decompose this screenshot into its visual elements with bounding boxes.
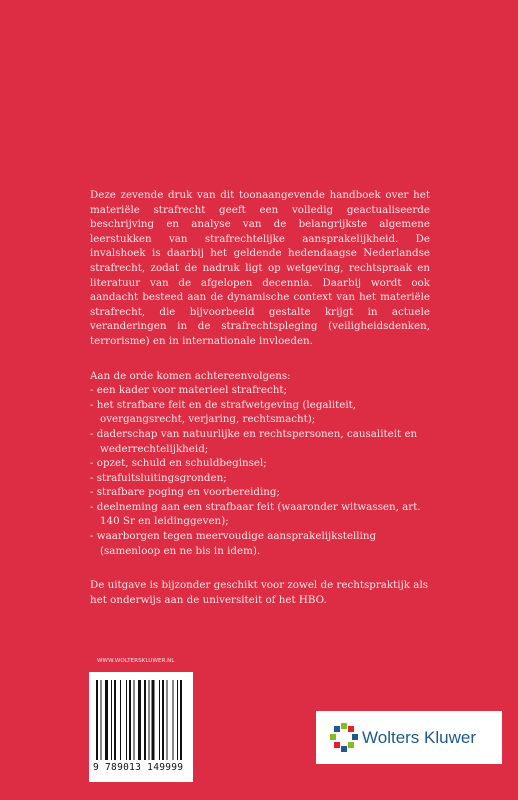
list-item: - strafbare poging en voorbereiding;	[90, 485, 430, 500]
list-item: - daderschap van natuurlijke en rechtspersonen, causaliteit en wederrechtelijkheid;	[90, 427, 430, 456]
list-item: - opzet, schuld en schuldbeginsel;	[90, 456, 430, 471]
list-item: - het strafbare feit en de strafwetgeving (legaliteit, overgangsrecht, verjaring, rechtsmacht);	[90, 398, 430, 427]
barcode	[89, 672, 193, 782]
closing-paragraph: De uitgave is bijzonder geschikt voor zowel de rechtspraktijk als het onderwijs aan de universiteit of het HBO.	[90, 579, 429, 606]
isbn-number: 9 789013 149999	[93, 762, 184, 773]
list-item: - waarborgen tegen meervoudige aansprakelijkstelling (samenloop en ne bis in idem).	[90, 529, 430, 558]
list-item: - strafuitsluitingsgronden;	[90, 471, 430, 486]
blurb	[90, 188, 430, 607]
wolters-kluwer-logo-icon	[330, 723, 358, 753]
intro-paragraph: Deze zevende druk van dit toonaangevende handboek over het materiële strafrecht geeft een volledig geactualiseerde beschrijving en analyse van de belangrijkste algemene leerstukken van strafrechtelijke aansprakelijkheid. De invalshoek is daarbij het geldende hedendaagse Nederlandse strafrecht, zodat de nadruk ligt op wetgeving, rechtspraak en literatuur van de afgelopen decennia. Daarbij wordt ook aandacht besteed aan de dynamische context van het materiële strafrecht, die bijvoorbeeld gestalte krijgt in actuele veranderingen in de strafrechtspleging (veiligheidsdenken, terrorisme) en in internationale invloeden.	[90, 189, 430, 347]
barcode-icon	[96, 680, 186, 760]
website-url: WWW.WOLTERSKLUWER.NL	[97, 658, 175, 664]
list-item: - een kader voor materieel strafrecht;	[90, 383, 430, 398]
topic-list	[90, 383, 430, 558]
publisher-logo	[316, 711, 502, 764]
publisher-name: Wolters Kluwer	[362, 728, 476, 747]
list-title: Aan de orde komen achtereenvolgens:	[90, 369, 291, 382]
list-item: - deelneming aan een strafbaar feit (waaronder witwassen, art. 140 Sr en leidinggeven);	[90, 500, 430, 529]
